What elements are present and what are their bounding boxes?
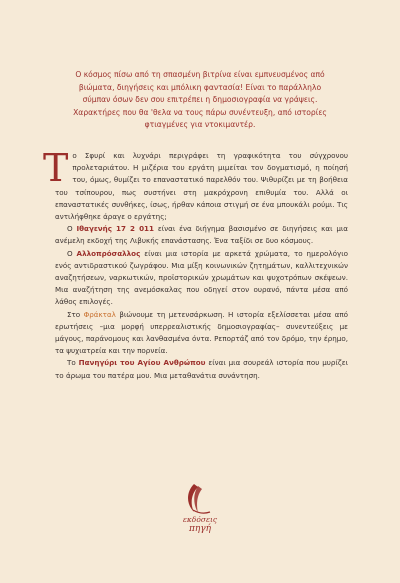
- paragraph-text: είναι ένα διήγημα βασισμένο σε διηγήσεις και μια ανέμελη εκδοχή της Λιβυκής επανάστασης. Ένα ταξίδι σε δυο κόσμους.: [55, 224, 349, 246]
- intro-line: Ο κόσμος πίσω από τη σπασμένη βιτρίνα είναι εμπνευσμένος από: [75, 70, 325, 79]
- logo-text-pigi: πηγή: [188, 524, 212, 534]
- publisher-logo: [170, 482, 230, 544]
- intro-blurb: [40, 69, 360, 132]
- paragraph-text: Το: [67, 358, 79, 368]
- paragraph-text: βιώνουμε τη μετενσάρκωση. Η ιστορία εξελίσσεται μέσα από ερωτήσεις –μια μορφή υπερρεαλιστικής δημοσιογραφίας– συνεντεύξεις με μάγους, παράνομους και λανθασμένα όντα. Ρεπορτάζ από τον δρόμο, την έρημο, τα ψυχιατρεία και την πορνεία.: [55, 309, 348, 356]
- intro-line: σύμπαν όσων δεν σου επιτρέπει η δημοσιογραφία να γράψεις.: [82, 95, 318, 105]
- story-title: Ιθαγενής 17 2 011: [76, 224, 154, 234]
- paragraph-text: είναι μια ιστορία με αρκετά χρώματα, το ημερολόγιο ενός αντιδραστικού ζωγράφου. Μια μίξη κοινωνικών ζητημάτων, καλλιτεχνικών αναζητήσεων, ναρκωτικών, προϊστορικών χρωμάτων και ψυχοτρόπων σκέψεων. Μια αναζήτηση της ανεμόσκαλας που οδηγεί στον ουρανό, πάντα μέσα από λάθος επιλογές.: [55, 248, 348, 307]
- story-title: Αλλοπρόσαλλος: [76, 248, 141, 258]
- story-descriptions: [43, 146, 349, 382]
- intro-line: φτιαγμένες για ντοκιμαντέρ.: [144, 120, 256, 130]
- paragraph-text: είναι μια σουρεάλ ιστορία που μυρίζει το άρωμα του πατέρα μου. Μια μεταθανάτια συνάντηση.: [55, 358, 348, 380]
- paragraph-fraktal: [55, 309, 348, 358]
- drop-cap: Τ: [43, 146, 69, 190]
- intro-line: Χαρακτήρες που θα 'θελα να τους πάρω συνέντευξη, από ιστορίες: [73, 107, 327, 117]
- intro-line: βιώματα, διηγήσεις και μπόλικη φαντασία! Είναι το παράλληλο: [78, 82, 322, 92]
- paragraph-text: Ο: [67, 248, 77, 258]
- logo-text-ekdoseis: εκδόσεις: [182, 515, 218, 524]
- paragraph-panigyri: [55, 357, 348, 381]
- story-title: Πανηγύρι του Αγίου Ανθρώπου: [78, 358, 206, 368]
- story-title: Φράκταλ: [83, 309, 116, 319]
- paragraph-ithagenis: [55, 223, 348, 247]
- paragraph-text: Στο: [67, 309, 84, 319]
- paragraph-text: Ο: [67, 224, 77, 234]
- paragraph-alloprosallos: [55, 248, 348, 309]
- paragraph-sfyri: [43, 146, 348, 223]
- quill-icon: [180, 482, 220, 518]
- paragraph-text: ο Σφυρί και λυχνάρι περιγράφει τη γραφικότητα του σύγχρονου προλεταριάτου. Η μιζέρια του εργάτη μιμείται τον δογματισμό, η ποίησή του, όμως, θυμίζει το επαναστατικό παρελθόν του. Ψιθυρίζει με τη βοήθεια του τσίπουρου, πως συστήνει στη μακρόχρονη επιθυμία του. Αλλά οι επαναστατικές συνθήκες, ίσως, ήρθαν κάποια στιγμή σε ένα μπουκάλι ρούμι. Τις αντιλήφθηκε άραγε ο εργάτης;: [55, 151, 348, 222]
